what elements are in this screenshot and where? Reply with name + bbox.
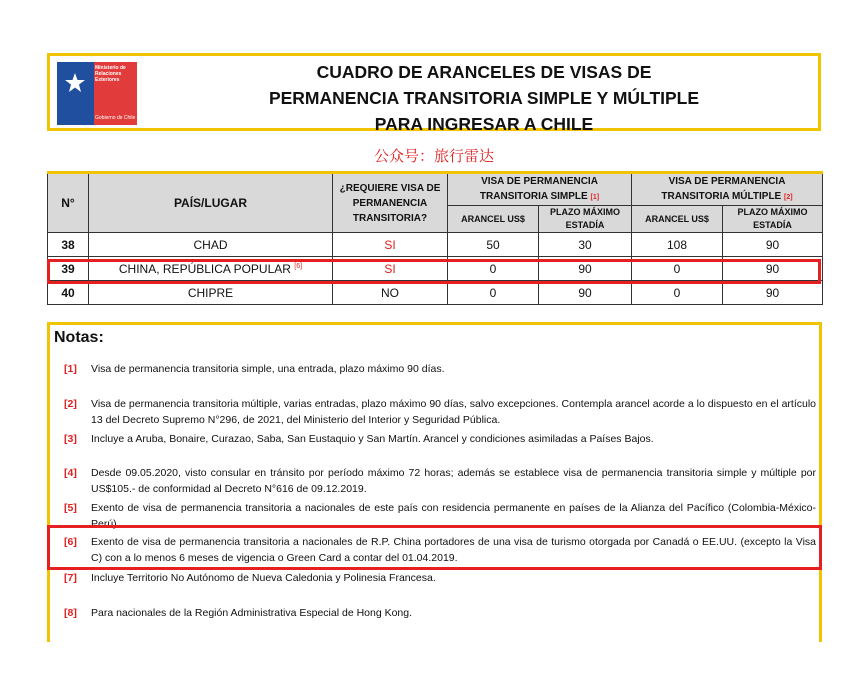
note-item — [64, 361, 816, 377]
row-num: 38 — [48, 233, 89, 257]
note-tag: [1] — [64, 363, 77, 375]
header-requires — [333, 173, 448, 233]
subheader-multiple-stay: PLAZO MÁXIMO ESTADÍA — [723, 206, 823, 233]
row-country: CHIPRE — [89, 281, 333, 305]
notes-section — [47, 322, 822, 642]
logo-org-line2: Relaciones — [95, 71, 122, 77]
row-multiple-stay: 90 — [723, 257, 823, 281]
note-tag: [5] — [64, 502, 77, 514]
row-multiple-stay: 90 — [723, 281, 823, 305]
note-text: Exento de visa de permanencia transitoria a nacionales de R.P. China portadores de una visa de turismo otorgada por Canadá o EE.UU. (excepto la Visa C) con a lo menos 6 meses de vigencia o Green Card a contar del 01.04.2019. — [91, 536, 816, 564]
note-text: Para nacionales de la Región Administrativa Especial de Hong Kong. — [91, 607, 413, 619]
logo-blue-panel — [57, 62, 94, 125]
row-num: 40 — [48, 281, 89, 305]
header-requires-label: ¿REQUIERE VISA DE PERMANENCIA TRANSITORIA? — [339, 182, 441, 224]
row-requires: NO — [333, 281, 448, 305]
row-requires: SI — [333, 257, 448, 281]
row-country-ref: [6] — [294, 262, 303, 270]
title-line-2: PERMANENCIA TRANSITORIA SIMPLE Y MÚLTIPLE — [268, 88, 700, 108]
row-multiple-fee: 108 — [632, 233, 723, 257]
note-tag: [3] — [64, 433, 77, 445]
document-header — [47, 53, 821, 134]
logo-org-name — [95, 65, 135, 83]
row-multiple-fee: 0 — [632, 281, 723, 305]
subheader-multiple-fee: ARANCEL US$ — [632, 206, 723, 233]
row-multiple-stay: 90 — [723, 233, 823, 257]
row-simple-fee: 0 — [448, 281, 539, 305]
row-multiple-fee: 0 — [632, 257, 723, 281]
header-multiple-ref: [2] — [784, 194, 793, 201]
logo-org-line1: Ministerio de — [95, 65, 126, 71]
logo-footer: Gobierno de Chile — [95, 115, 136, 121]
note-tag: [4] — [64, 467, 77, 479]
note-item — [64, 465, 816, 497]
header-multiple-label: VISA DE PERMANENCIA TRANSITORIA MÚLTIPLE — [661, 176, 786, 202]
table-row — [48, 233, 823, 257]
note-item — [64, 605, 816, 621]
note-text: Exento de visa de permanencia transitoria a nacionales de este país con residencia permanente en países de la Alianza del Pacífico (Colombia-México-Perú). — [91, 502, 816, 530]
note-text: Incluye a Aruba, Bonaire, Curazao, Saba, San Eustaquio y San Martín. Arancel y condiciones asimiladas a Países Bajos. — [91, 433, 654, 445]
row-simple-fee: 50 — [448, 233, 539, 257]
header-simple-ref: [1] — [590, 194, 600, 201]
header-num: N° — [48, 173, 89, 233]
row-simple-stay: 30 — [539, 233, 632, 257]
row-country-label: CHINA, REPÚBLICA POPULAR — [118, 261, 291, 276]
note-tag: [7] — [64, 572, 77, 584]
row-num: 39 — [48, 257, 89, 281]
note-item — [64, 431, 816, 447]
header-multiple — [632, 173, 823, 206]
table-row — [48, 281, 823, 305]
note-tag: [8] — [64, 607, 77, 619]
row-simple-stay: 90 — [539, 281, 632, 305]
header-simple — [448, 173, 632, 206]
note-item — [64, 500, 816, 530]
title-line-1: CUADRO DE ARANCELES DE VISAS DE — [316, 62, 652, 82]
ministry-logo — [57, 62, 137, 125]
header-simple-label: VISA DE PERMANENCIA TRANSITORIA SIMPLE — [479, 176, 598, 202]
note-text: Visa de permanencia transitoria simple, una entrada, plazo máximo 90 días. — [91, 363, 445, 375]
note-tag: [2] — [64, 398, 77, 410]
row-simple-stay: 90 — [539, 257, 632, 281]
note-item — [64, 396, 816, 428]
note-text: Visa de permanencia transitoria múltiple, varias entradas, plazo máximo 90 días, salvo excepciones. Contempla arancel acorde a lo dispuesto en el artículo 13 del Decreto Supremo N°296, de 2021, del Ministerio del Interior y Seguridad Pública. — [91, 398, 816, 426]
note-tag: [6] — [64, 536, 77, 548]
title-line-3: PARA INGRESAR A CHILE — [374, 114, 594, 134]
page-title — [150, 59, 818, 137]
coat-of-arms-icon — [64, 72, 86, 94]
note-item — [64, 570, 816, 586]
subheader-simple-stay: PLAZO MÁXIMO ESTADÍA — [539, 206, 632, 233]
watermark-text: 公众号：旅行雷达 — [373, 147, 494, 165]
row-country: CHAD — [89, 233, 333, 257]
logo-org-line3: Exteriores — [95, 77, 120, 83]
row-requires: SI — [333, 233, 448, 257]
subheader-simple-fee: ARANCEL US$ — [448, 206, 539, 233]
row-simple-fee: 0 — [448, 257, 539, 281]
header-country: PAÍS/LUGAR — [89, 173, 333, 233]
notes-title: Notas: — [54, 329, 104, 346]
note-text: Desde 09.05.2020, visto consular en tránsito por período máximo 72 horas; además se establece visa de permanencia transitoria simple y múltiple por US$105.- de conformidad al Decreto N°616 de 09.12.2019. — [91, 467, 816, 495]
note-item — [64, 534, 816, 566]
note-text: Incluye Territorio No Autónomo de Nueva Caledonia y Polinesia Francesa. — [91, 572, 436, 584]
table-row — [48, 257, 823, 281]
fees-table — [47, 171, 822, 305]
row-country — [89, 257, 333, 281]
